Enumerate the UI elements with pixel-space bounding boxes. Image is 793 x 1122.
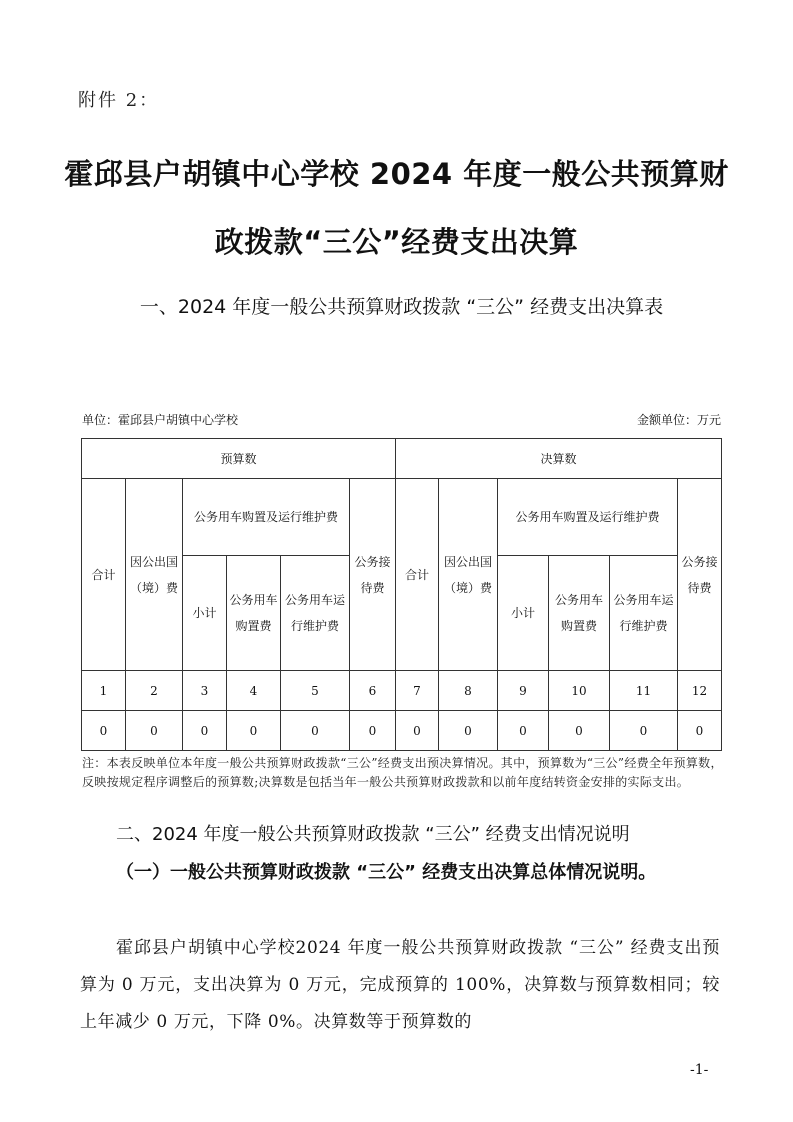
table-group-header-row [82, 439, 722, 479]
document-title-line-1: 霍邱县户胡镇中心学校 2024 年度一般公共预算财 [64, 157, 729, 191]
attachment-label: 附件 2： [78, 90, 160, 111]
column-number: 7 [396, 671, 439, 711]
final-vehicle-group-header: 公务用车购置及运行维护费 [498, 479, 678, 556]
column-number: 9 [498, 671, 549, 711]
section-2-title: 二、2024 年度一般公共预算财政拨款 “三公” 经费支出情况说明 [116, 824, 630, 845]
final-vehicle-purchase-header: 公务用车购置费 [549, 556, 610, 671]
column-number: 4 [227, 671, 281, 711]
final-total-header: 合计 [396, 479, 439, 671]
value-cell: 0 [227, 711, 281, 751]
column-number: 6 [350, 671, 396, 711]
subsection-1-title: （一）一般公共预算财政拨款 “三公” 经费支出决算总体情况说明。 [116, 862, 657, 883]
value-cell: 0 [350, 711, 396, 751]
final-abroad-header: 因公出国（境）费 [439, 479, 498, 671]
value-cell: 0 [82, 711, 126, 751]
value-cell: 0 [281, 711, 350, 751]
column-number: 1 [82, 671, 126, 711]
column-number-row [82, 671, 722, 711]
budget-total-header: 合计 [82, 479, 126, 671]
final-vehicle-operation-header: 公务用车运行维护费 [610, 556, 678, 671]
budget-reception-header: 公务接待费 [350, 479, 396, 671]
column-number: 5 [281, 671, 350, 711]
final-subtotal-header: 小计 [498, 556, 549, 671]
value-cell: 0 [126, 711, 183, 751]
budget-vehicle-group-header: 公务用车购置及运行维护费 [183, 479, 350, 556]
document-title-line-2: 政拨款“三公”经费支出决算 [214, 225, 579, 259]
unit-label: 单位：霍邱县户胡镇中心学校 [82, 413, 239, 427]
value-cell: 0 [439, 711, 498, 751]
value-cell: 0 [498, 711, 549, 751]
page-number: -1- [690, 1062, 709, 1078]
value-cell: 0 [549, 711, 610, 751]
budget-group-header: 预算数 [82, 439, 396, 479]
budget-abroad-header: 因公出国（境）费 [126, 479, 183, 671]
final-reception-header: 公务接待费 [678, 479, 722, 671]
column-number: 8 [439, 671, 498, 711]
section-1-title: 一、2024 年度一般公共预算财政拨款 “三公” 经费支出决算表 [139, 296, 664, 318]
column-number: 2 [126, 671, 183, 711]
value-cell: 0 [610, 711, 678, 751]
budget-vehicle-operation-header: 公务用车运行维护费 [281, 556, 350, 671]
column-number: 3 [183, 671, 227, 711]
table-header-row [82, 479, 722, 556]
budget-vehicle-purchase-header: 公务用车购置费 [227, 556, 281, 671]
table-note: 注：本表反映单位本年度一般公共预算财政拨款“三公”经费支出预决算情况。其中，预算数为“三公”经费全年预算数，反映按规定程序调整后的预算数;决算数是包括当年一般公共预算财政拨款和以前年度结转资金安排的实际支出。 [82, 756, 723, 789]
value-cell: 0 [678, 711, 722, 751]
column-number: 12 [678, 671, 722, 711]
three-public-expenses-table [81, 438, 722, 751]
amount-unit-label: 金额单位：万元 [636, 413, 721, 427]
budget-subtotal-header: 小计 [183, 556, 227, 671]
column-number: 10 [549, 671, 610, 711]
table-row [82, 711, 722, 751]
final-group-header: 决算数 [396, 439, 722, 479]
body-paragraph: 霍邱县户胡镇中心学校2024 年度一般公共预算财政拨款 “三公” 经费支出预算为 0 万元，支出决算为 0 万元，完成预算的 100%，决算数与预算数相同；较上年减少 0 万元，下降 0%。决算数等于预算数的 [80, 938, 720, 1032]
value-cell: 0 [396, 711, 439, 751]
value-cell: 0 [183, 711, 227, 751]
column-number: 11 [610, 671, 678, 711]
